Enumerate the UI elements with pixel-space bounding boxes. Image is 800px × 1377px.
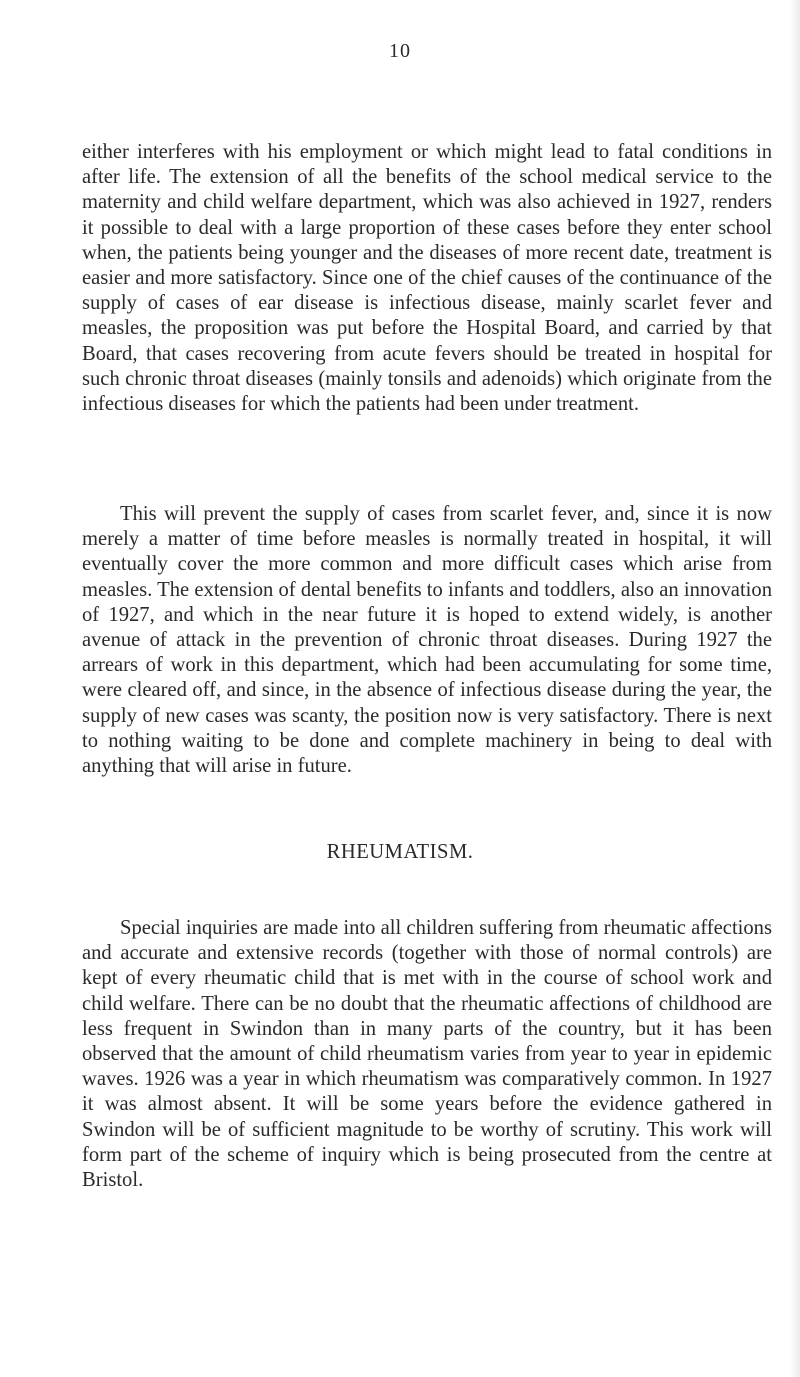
paragraph-prevention: This will prevent the supply of cases from scarlet fever, and, since it is now merely a matter of time before measles is normally treated in hospital, it will eventually cover the more common and more difficult cases which arise from measles. The extension of dental benefits to infants and toddlers, also an innovation of 1927, and which in the near future it is hoped to extend widely, is another avenue of attack in the prevention of chronic throat diseases. During 1927 the arrears of work in this department, which had been accumulating for some time, were cleared off, and since, in the absence of infectious disease during the year, the supply of new cases was scanty, the position now is very satisfactory. There is next to nothing waiting to be done and complete machinery in being to deal with anything that will arise in future.	[82, 503, 772, 778]
page-number: 10	[389, 40, 411, 62]
paragraph-continuation: either interferes with his employment or which might lead to fatal conditions in after life. The extension of all the benefits of the school medical service to the maternity and child welfare department, which was also achieved in 1927, renders it possible to deal with a large proportion of these cases before they enter school when, the patients being younger and the diseases of more recent date, treatment is easier and more satisfactory. Since one of the chief causes of the continuance of the supply of cases of ear disease is infectious disease, mainly scarlet fever and measles, the proposition was put before the Hospital Board, and carried by that Board, that cases recovering from acute fevers should be treated in hospital for such chronic throat diseases (mainly tonsils and adenoids) which originate from the infectious diseases for which the patients had been under treatment.	[82, 141, 772, 416]
page-edge-shadow	[790, 0, 800, 1377]
section-heading-rheumatism: RHEUMATISM.	[326, 841, 474, 863]
paragraph-rheumatism: Special inquiries are made into all children suffering from rheumatic affections and accurate and extensive records (together with those of normal controls) are kept of every rheumatic child that is met with in the course of school work and child welfare. There can be no doubt that the rheumatic affections of childhood are less frequent in Swindon than in many parts of the country, but it has been observed that the amount of child rheumatism varies from year to year in epidemic waves. 1926 was a year in which rheumatism was comparatively common. In 1927 it was almost absent. It will be some years before the evidence gathered in Swindon will be of sufficient magnitude to be worthy of scrutiny. This work will form part of the scheme of inquiry which is being prosecuted from the centre at Bristol.	[82, 917, 772, 1192]
